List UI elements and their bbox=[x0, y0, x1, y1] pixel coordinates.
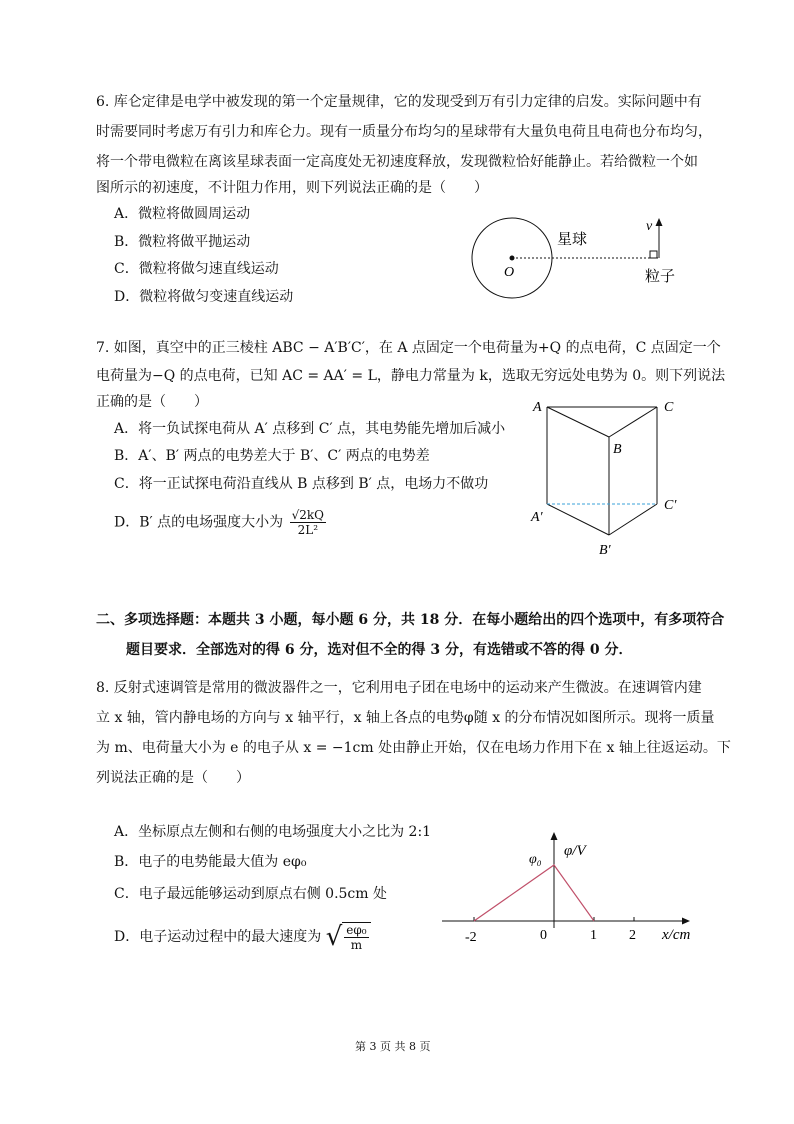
tick-label-neg2: -2 bbox=[465, 930, 477, 945]
section2-heading-line-1: 二、多项选择题：本题共 3 小题，每小题 6 分，共 18 分．在每小题给出的四个选项中，有多项符合 bbox=[96, 612, 725, 628]
q6-line-4: 图所示的初速度，不计阻力作用，则下列说法正确的是（ ） bbox=[96, 180, 488, 196]
edge-CB bbox=[609, 407, 657, 437]
potential-series-line bbox=[474, 865, 594, 921]
q8-line-4: 列说法正确的是（ ） bbox=[96, 770, 250, 786]
velocity-label: v bbox=[646, 219, 653, 234]
edge-C1B1 bbox=[609, 504, 657, 535]
y-axis-label: φ/V bbox=[564, 843, 586, 859]
q8-option-d-fraction bbox=[344, 923, 368, 952]
q6-line-1: 6. 库仑定律是电学中被发现的第一个定量规律，它的发现受到万有引力定律的启发。实际问题中有 bbox=[96, 94, 702, 110]
q7-option-a: A．将一负试探电荷从 A′ 点移到 C′ 点，其电势能先增加后减小 bbox=[114, 421, 506, 437]
q6-option-b: B．微粒将做平抛运动 bbox=[114, 234, 251, 250]
q6-planet-figure bbox=[465, 210, 695, 305]
q8-option-d-radicand bbox=[342, 922, 370, 952]
peak-label: φ₀ bbox=[529, 852, 542, 867]
velocity-arrowhead bbox=[656, 218, 663, 226]
vertex-A1-label: A′ bbox=[531, 510, 543, 525]
q8-option-b: B．电子的电势能最大值为 eφ₀ bbox=[114, 854, 307, 870]
section2-heading-line-2: 题目要求．全部选对的得 6 分，选对但不全的得 3 分，有选错或不答的得 0 分． bbox=[126, 642, 633, 658]
vertex-A-label: A bbox=[533, 400, 542, 415]
x-axis-label: x/cm bbox=[662, 927, 691, 943]
q7-line-2: 电荷量为−Q 的点电荷，已知 AC = AA′ = L，静电力常量为 k，选取无穷远处电势为 0。则下列说法 bbox=[96, 368, 726, 384]
edge-A1B1 bbox=[547, 504, 609, 535]
q7-prism-figure bbox=[525, 392, 695, 562]
tick-label-0: 0 bbox=[540, 928, 547, 943]
q7-option-c: C．将一正试探电荷沿直线从 B 点移到 B′ 点，电场力不做功 bbox=[114, 476, 489, 492]
center-label: O bbox=[504, 265, 515, 280]
planet-label: 星球 bbox=[557, 232, 588, 248]
x-axis-arrowhead bbox=[682, 918, 690, 925]
q8-option-d bbox=[114, 922, 371, 952]
q7-option-b: B．A′、B′ 两点的电势差大于 B′、C′ 两点的电势差 bbox=[114, 448, 430, 464]
q6-line-2: 时需要同时考虑万有引力和库仑力。现有一质量分布均匀的星球带有大量负电荷且电荷也分布均匀， bbox=[96, 124, 712, 140]
fraction-denominator: m bbox=[350, 938, 363, 952]
fraction-denominator: 2L² bbox=[297, 523, 319, 537]
vertex-C1-label: C′ bbox=[664, 498, 677, 513]
right-angle-marker bbox=[650, 251, 657, 258]
q7-line-3: 正确的是（ ） bbox=[96, 394, 208, 410]
q7-option-d bbox=[114, 508, 326, 537]
q8-line-1: 8. 反射式速调管是常用的微波器件之一，它利用电子团在电场中的运动来产生微波。在速调管内建 bbox=[96, 680, 702, 696]
q8-line-3: 为 m、电荷量大小为 e 的电子从 x = −1cm 处由静止开始，仅在电场力作用下在 x 轴上往返运动。下 bbox=[96, 740, 731, 756]
edge-AB bbox=[547, 407, 609, 437]
sqrt-sign: √ bbox=[325, 922, 343, 952]
q6-option-d: D．微粒将做匀变速直线运动 bbox=[114, 289, 294, 305]
q8-option-a: A．坐标原点左侧和右侧的电场强度大小之比为 2:1 bbox=[114, 824, 432, 840]
vertex-B-label: B bbox=[613, 442, 622, 457]
q6-line-3: 将一个带电微粒在离该星球表面一定高度处无初速度释放，发现微粒恰好能静止。若给微粒一个如 bbox=[96, 154, 698, 170]
q7-option-d-fraction bbox=[290, 508, 326, 537]
q8-option-c: C．电子最远能够运动到原点右侧 0.5cm 处 bbox=[114, 886, 387, 902]
q6-option-a: A．微粒将做圆周运动 bbox=[114, 206, 251, 222]
q8-option-d-text: D．电子运动过程中的最大速度为 bbox=[114, 929, 322, 945]
page-footer: 第 3 页 共 8 页 bbox=[355, 1040, 431, 1053]
tick-label-2: 2 bbox=[629, 928, 636, 943]
particle-label: 粒子 bbox=[645, 269, 676, 285]
y-axis-arrowhead bbox=[551, 832, 558, 840]
q7-option-d-text: D．B′ 点的电场强度大小为 bbox=[114, 514, 284, 531]
vertex-B1-label: B′ bbox=[599, 543, 611, 558]
fraction-numerator: eφ₀ bbox=[346, 923, 367, 937]
fraction-numerator: √2kQ bbox=[291, 508, 324, 522]
tick-label-1: 1 bbox=[590, 928, 597, 943]
vertex-C-label: C bbox=[664, 400, 674, 415]
q6-option-c: C．微粒将做匀速直线运动 bbox=[114, 261, 279, 277]
q8-line-2: 立 x 轴，管内静电场的方向与 x 轴平行，x 轴上各点的电势φ随 x 的分布情况如图所示。现将一质量 bbox=[96, 710, 715, 726]
q8-potential-graph bbox=[440, 828, 700, 950]
q7-line-1: 7. 如图，真空中的正三棱柱 ABC − A′B′C′，在 A 点固定一个电荷量为+Q 的点电荷，C 点固定一个 bbox=[96, 340, 721, 356]
